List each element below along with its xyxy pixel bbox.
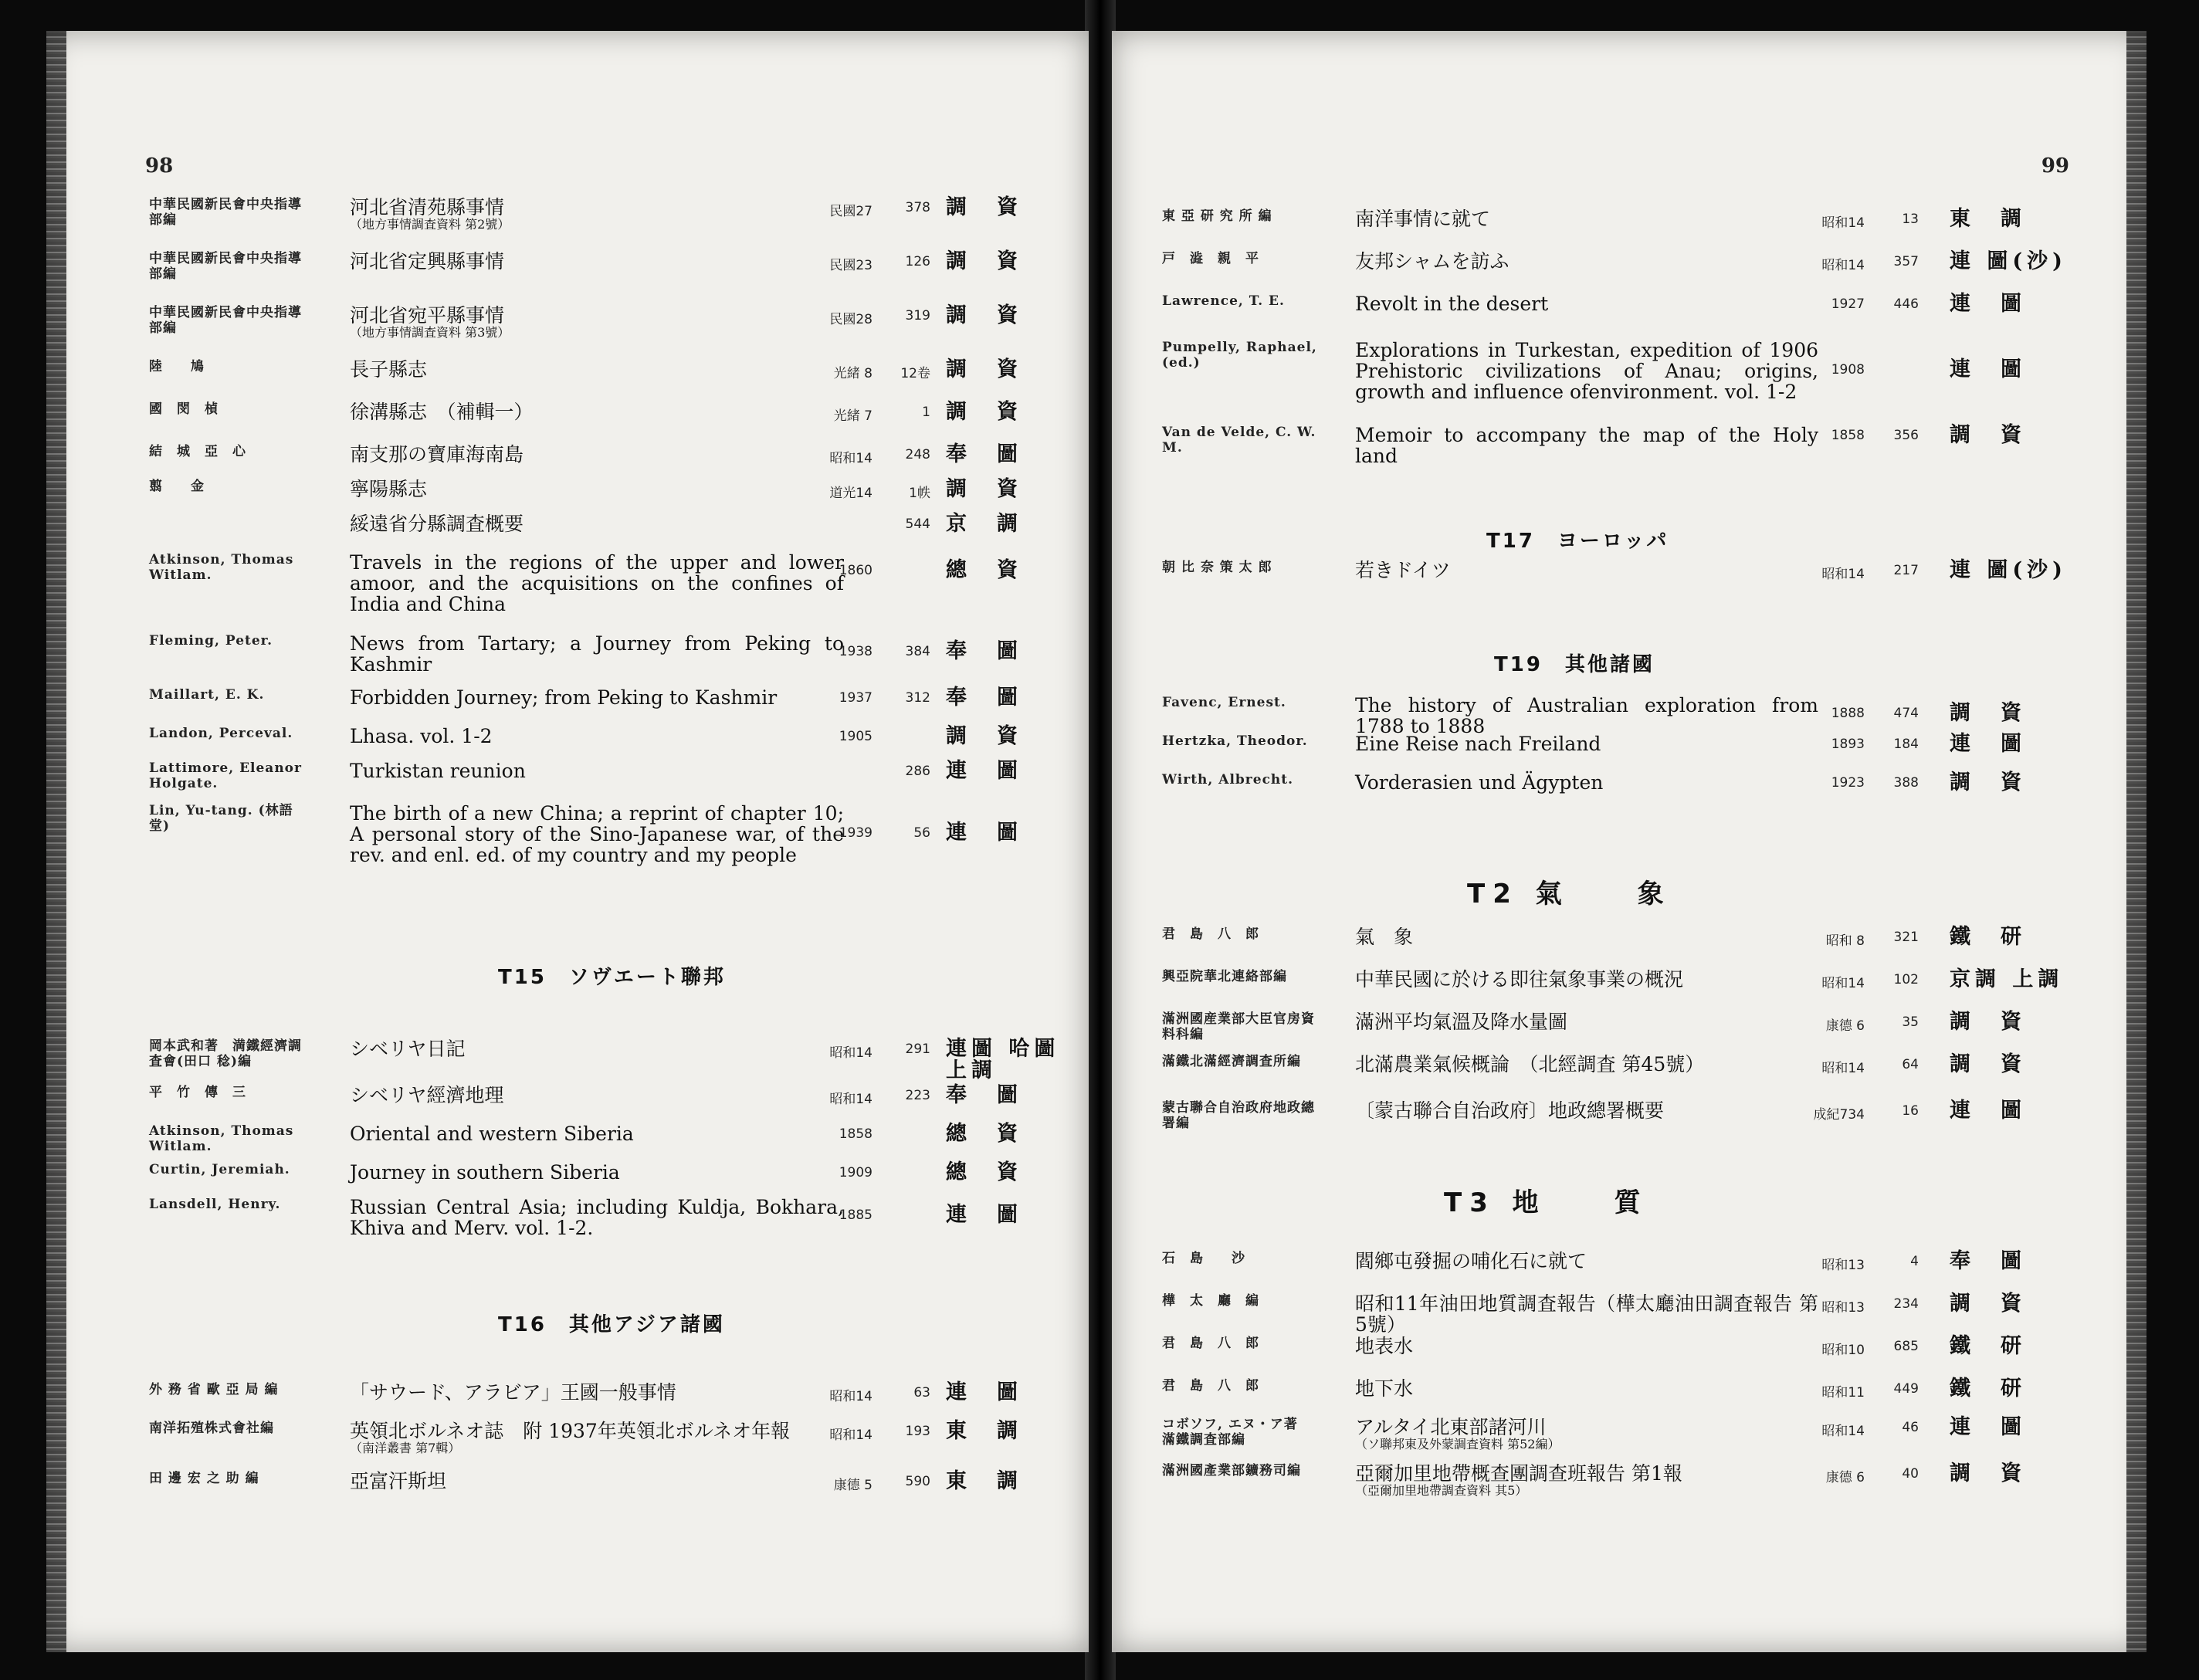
entry-title-text: 長子縣志 (350, 358, 428, 381)
entry-pages: 319 (905, 308, 930, 323)
entry-pages: 56 (913, 825, 930, 841)
entry-pages: 474 (1893, 706, 1919, 721)
entry-year: 昭和14 (829, 1389, 872, 1404)
entry-title-text: アルタイ北東部諸河川 (1355, 1416, 1547, 1438)
entry-title (1355, 1251, 1818, 1272)
entry-title (1355, 1293, 1818, 1335)
book-gutter (1085, 0, 1116, 1680)
entry-author: Wirth, Albrecht. (1162, 772, 1294, 788)
entry-location: 連 圖 (1950, 357, 2026, 381)
entry-location: 鐵 研 (1950, 1334, 2026, 1358)
entry-title-text: The history of Australian exploration from 1788 to 1888 (1355, 694, 1818, 737)
entry-pages: 321 (1893, 930, 1919, 945)
entry-title (350, 251, 844, 272)
entry-title-text: 地表水 (1355, 1335, 1414, 1357)
entry-pages: 12卷 (900, 366, 930, 381)
entry-title-text: Russian Central Asia; including Kuldja, Bokhara, Khiva and Merv. vol. 1-2. (350, 1196, 844, 1239)
entry-location: 調 資 (1950, 423, 2026, 447)
entry-author: 中華民國新民會中央指導部編 (149, 251, 302, 282)
entry-pages: 357 (1893, 254, 1919, 269)
entry-title-text: 亞爾加里地帶概查團調查班報告 第1報 (1355, 1462, 1682, 1485)
entry-year: 1923 (1831, 775, 1865, 791)
entry-author: 國 閔 楨 (149, 401, 219, 417)
entry-author: 岡本武和著 満鐵經濟調査會(田口 稔)編 (149, 1038, 302, 1069)
entry-title-text: 閻鄉屯發掘の哺化石に就て (1355, 1250, 1587, 1272)
entry-title-text: 滿洲平均氣溫及降水量圖 (1355, 1011, 1568, 1033)
entry-location: 連 圖 (946, 821, 1022, 845)
entry-location: 調 資 (946, 400, 1022, 424)
entry-pages: 286 (905, 764, 930, 779)
entry-pages: 193 (905, 1424, 930, 1439)
entry-year: 昭和14 (1821, 215, 1865, 231)
entry-year: 1927 (1831, 296, 1865, 312)
entry-title (350, 1123, 844, 1144)
entry-location: 京 調 (946, 512, 1022, 536)
entry-title (350, 305, 844, 340)
entry-location: 東 調 (946, 1419, 1022, 1443)
entry-title (350, 726, 844, 747)
entry-title-text: 中華民國に於ける即往氣象事業の概況 (1355, 968, 1684, 991)
entry-subtitle: （地方事情調査資料 第2號） (350, 217, 510, 232)
right-page (1112, 31, 2146, 1652)
entry-title-text: Eine Reise nach Freiland (1355, 733, 1601, 755)
entry-title (1355, 733, 1818, 754)
entry-pages: 388 (1893, 775, 1919, 791)
entry-author: 君 島 八 郎 (1162, 926, 1259, 942)
entry-title (1355, 1378, 1818, 1399)
entry-pages: 544 (905, 517, 930, 532)
entry-title (350, 1421, 844, 1455)
entry-subtitle: （亞爾加里地帶調查資料 其5） (1355, 1483, 1528, 1498)
entry-location: 調 資 (1950, 1052, 2026, 1076)
entry-pages: 685 (1893, 1339, 1919, 1354)
entry-location: 調 資 (1950, 1010, 2026, 1034)
entry-location: 奉 圖 (946, 686, 1022, 710)
entry-year: 昭和14 (829, 1045, 872, 1061)
entry-location: 調 資 (1950, 1462, 2026, 1485)
entry-pages: 16 (1902, 1103, 1919, 1119)
entry-location: 總 資 (946, 1122, 1022, 1146)
section-heading: T2 氣 象 (1467, 879, 1672, 909)
section-heading: T17 ヨーロッパ (1486, 530, 1669, 553)
entry-title-text: Revolt in the desert (1355, 293, 1549, 315)
entry-title (350, 197, 844, 232)
entry-author: 戸 澁 親 平 (1162, 251, 1259, 266)
entry-year: 昭和14 (1821, 1424, 1865, 1439)
entry-title (1355, 1100, 1818, 1121)
entry-title (1355, 293, 1818, 314)
entry-year: 1888 (1831, 706, 1865, 721)
entry-year: 康德 5 (833, 1478, 872, 1493)
entry-location: 調 資 (946, 357, 1022, 381)
entry-location: 連 圖 (1950, 1099, 2026, 1123)
entry-title-text: シベリヤ經濟地理 (350, 1084, 504, 1106)
entry-title (350, 444, 844, 465)
entry-title (350, 359, 844, 380)
entry-title (1355, 1417, 1818, 1451)
entry-title (1355, 1054, 1818, 1075)
entry-pages: 234 (1893, 1296, 1919, 1312)
entry-title (1355, 251, 1818, 272)
entry-year: 1860 (839, 563, 872, 578)
entry-location: 調 資 (946, 303, 1022, 327)
entry-location: 連 圖 (1950, 1415, 2026, 1439)
entry-pages: 4 (1910, 1254, 1919, 1269)
entry-location: 奉 圖 (1950, 1249, 2026, 1273)
entry-title-text: 地下水 (1355, 1377, 1414, 1400)
entry-title-text: 亞富汗斯坦 (350, 1470, 447, 1492)
entry-author: Pumpelly, Raphael, (ed.) (1162, 340, 1317, 371)
entry-title-text: Memoir to accompany the map of the Holy land (1355, 424, 1818, 467)
entry-location: 東 調 (1950, 207, 2026, 231)
entry-subtitle: （地方事情調査資料 第3號） (350, 325, 510, 340)
entry-location: 連 圖(沙) (1950, 249, 2067, 273)
entry-author: 君 島 八 郎 (1162, 1378, 1259, 1394)
entry-location: 連 圖 (1950, 732, 2026, 756)
entry-location: 京調 上調 (1950, 967, 2064, 991)
entry-location: 總 資 (946, 1160, 1022, 1184)
entry-title-text: Forbidden Journey; from Peking to Kashmir (350, 686, 778, 709)
page-number: 99 (2041, 154, 2069, 178)
entry-title-text: 綏遠省分縣調査概要 (350, 513, 524, 535)
entry-pages: 356 (1893, 428, 1919, 443)
entry-location: 連 圖 (946, 1380, 1022, 1404)
entry-location: 連圖 哈圖 上調 (946, 1037, 1060, 1082)
entry-author: 中華民國新民會中央指導部編 (149, 197, 302, 228)
entry-pages: 13 (1902, 212, 1919, 227)
entry-year: 昭和13 (1821, 1258, 1865, 1273)
entry-year: 1858 (1831, 428, 1865, 443)
entry-title-text: 河北省清苑縣事情 (350, 196, 505, 218)
entry-pages: 590 (905, 1474, 930, 1489)
entry-title (1355, 1463, 1818, 1498)
entry-title (350, 633, 844, 675)
entry-title (1355, 1011, 1818, 1032)
entry-title-text: The birth of a new China; a reprint of chapter 10; A personal story of the Sino-Japanese war, of the rev. and enl. ed. of my country and my people (350, 802, 844, 866)
entry-title-text: 英領北ボルネオ誌 附 1937年英領北ボルネオ年報 (350, 1420, 791, 1442)
entry-year: 昭和14 (1821, 567, 1865, 582)
entry-title-text: Oriental and western Siberia (350, 1123, 634, 1145)
entry-author: 石 島 沙 (1162, 1251, 1245, 1266)
entry-year: 1885 (839, 1208, 872, 1223)
entry-year: 1908 (1831, 362, 1865, 378)
entry-title (1355, 560, 1818, 581)
entry-author: 結 城 亞 心 (149, 444, 246, 459)
entry-title-text: Travels in the regions of the upper and lower amoor, and the acquisitions on the confines of India and China (350, 551, 844, 615)
entry-year: 昭和 8 (1825, 933, 1865, 949)
entry-title-text: 「サウード、アラビア」王國一般事情 (350, 1381, 676, 1404)
entry-author: 滿鐵北滿經濟調査所編 (1162, 1054, 1301, 1069)
bibliography-list (46, 31, 1089, 1652)
entry-pages: 446 (1893, 296, 1919, 312)
entry-pages: 312 (905, 690, 930, 706)
entry-year: 昭和13 (1821, 1300, 1865, 1316)
entry-year: 昭和14 (1821, 258, 1865, 273)
entry-year: 1909 (839, 1165, 872, 1180)
entry-pages: 46 (1902, 1420, 1919, 1435)
entry-subtitle: （ソ聯邦東及外蒙調査資料 第52編） (1355, 1437, 1560, 1451)
entry-author: 蒙古聯合自治政府地政總署編 (1162, 1100, 1315, 1131)
entry-title-text: 北滿農業氣候概論 （北經調査 第45號） (1355, 1053, 1705, 1075)
entry-author: Maillart, E. K. (149, 687, 265, 703)
entry-title-text: 徐溝縣志 （補輯一） (350, 401, 534, 423)
entry-title (350, 479, 844, 500)
entry-author: Lawrence, T. E. (1162, 293, 1285, 309)
entry-title-text: 〔蒙古聯合自治政府〕地政總署概要 (1355, 1099, 1665, 1122)
entry-author: 君 島 八 郎 (1162, 1336, 1259, 1351)
entry-location: 奉 圖 (946, 639, 1022, 663)
entry-author: 興亞院華北連絡部編 (1162, 969, 1287, 984)
entry-author: Atkinson, Thomas Witlam. (149, 1123, 294, 1154)
entry-year: 光緒 7 (833, 408, 872, 424)
entry-title-text: シベリヤ日記 (350, 1038, 466, 1060)
entry-author: Fleming, Peter. (149, 633, 273, 649)
entry-pages: 384 (905, 644, 930, 659)
entry-year: 昭和14 (1821, 1061, 1865, 1076)
entry-year: 1858 (839, 1126, 872, 1142)
entry-author: 滿洲國產業部鑛務司編 (1162, 1463, 1301, 1478)
entry-year: 1939 (839, 825, 872, 841)
entry-location: 總 資 (946, 558, 1022, 582)
entry-pages: 217 (1893, 563, 1919, 578)
entry-author: 平 竹 傳 三 (149, 1085, 246, 1100)
entry-title (350, 1382, 844, 1403)
entry-year: 民國23 (829, 258, 872, 273)
entry-location: 連 圖(沙) (1950, 558, 2067, 582)
bibliography-list (1112, 31, 2146, 1652)
entry-title (350, 760, 844, 781)
entry-author: 翦 金 (149, 479, 205, 494)
entry-title-text: 氣 象 (1355, 926, 1414, 948)
entry-author: 田 邊 宏 之 助 編 (149, 1471, 259, 1486)
entry-location: 調 資 (946, 477, 1022, 501)
entry-subtitle: （南洋叢書 第7輯） (350, 1441, 461, 1455)
entry-year: 1893 (1831, 737, 1865, 752)
entry-year: 民國27 (829, 204, 872, 219)
entry-author: Lansdell, Henry. (149, 1197, 281, 1212)
entry-author: Atkinson, Thomas Witlam. (149, 552, 294, 583)
left-page (46, 31, 1089, 1652)
entry-author: 南洋拓殖株式會社編 (149, 1421, 274, 1436)
entry-pages: 1帙 (909, 486, 930, 501)
page-number: 98 (145, 154, 174, 178)
entry-location: 連 圖 (1950, 292, 2026, 316)
entry-year: 成紀734 (1813, 1107, 1865, 1123)
entry-author: 東 亞 研 究 所 編 (1162, 208, 1272, 224)
entry-location: 連 圖 (946, 759, 1022, 783)
entry-pages: 223 (905, 1088, 930, 1103)
entry-author: Curtin, Jeremiah. (149, 1162, 290, 1177)
entry-title (350, 687, 844, 708)
entry-title (1355, 695, 1818, 737)
entry-title (350, 513, 844, 534)
entry-author: 朝 比 奈 策 太 郎 (1162, 560, 1272, 575)
entry-author: Lattimore, Eleanor Holgate. (149, 760, 302, 791)
entry-year: 康德 6 (1825, 1018, 1865, 1034)
entry-year: 昭和14 (829, 451, 872, 466)
entry-title (350, 1038, 844, 1059)
entry-author: Lin, Yu-tang. (林語堂) (149, 803, 293, 834)
entry-pages: 64 (1902, 1057, 1919, 1072)
entry-author: 滿洲國産業部大臣官房資料科編 (1162, 1011, 1315, 1042)
entry-title-text: 寧陽縣志 (350, 478, 428, 500)
entry-location: 東 調 (946, 1469, 1022, 1493)
entry-location: 鐵 研 (1950, 1377, 2026, 1401)
entry-title (350, 1162, 844, 1183)
entry-title (1355, 926, 1818, 947)
entry-pages: 449 (1893, 1381, 1919, 1397)
entry-author: 樺 太 廳 編 (1162, 1293, 1259, 1309)
entry-year: 1938 (839, 644, 872, 659)
entry-pages: 248 (905, 447, 930, 462)
entry-year: 康德 6 (1825, 1470, 1865, 1485)
entry-author: Van de Velde, C. W. M. (1162, 425, 1316, 456)
entry-location: 奉 圖 (946, 1083, 1022, 1107)
entry-pages: 291 (905, 1042, 930, 1057)
entry-title (350, 803, 844, 865)
entry-pages: 126 (905, 254, 930, 269)
entry-title (350, 401, 844, 422)
entry-title (350, 1085, 844, 1106)
section-heading: T19 其他諸國 (1494, 653, 1655, 676)
entry-title (1355, 208, 1818, 229)
section-heading: T3 地 質 (1444, 1187, 1648, 1218)
entry-title-text: Journey in southern Siberia (350, 1161, 620, 1184)
entry-year: 昭和10 (1821, 1343, 1865, 1358)
entry-title-text: 河北省宛平縣事情 (350, 304, 505, 327)
entry-year: 昭和14 (1821, 976, 1865, 991)
entry-author: Hertzka, Theodor. (1162, 733, 1308, 749)
entry-title (1355, 425, 1818, 466)
entry-author: Landon, Perceval. (149, 726, 293, 741)
entry-author: Favenc, Ernest. (1162, 695, 1286, 710)
entry-title-text: 若きドイツ (1355, 559, 1451, 581)
entry-title-text: Turkistan reunion (350, 760, 526, 782)
entry-location: 連 圖 (946, 1203, 1022, 1227)
entry-year: 1905 (839, 729, 872, 744)
entry-pages: 1 (922, 405, 930, 420)
entry-location: 奉 圖 (946, 442, 1022, 466)
entry-pages: 102 (1893, 972, 1919, 987)
entry-location: 調 資 (946, 724, 1022, 748)
entry-title-text: 友邦シャムを訪ふ (1355, 250, 1509, 273)
entry-year: 昭和14 (829, 1092, 872, 1107)
entry-title (350, 1471, 844, 1492)
entry-title (1355, 340, 1818, 402)
entry-pages: 63 (913, 1385, 930, 1401)
entry-title (1355, 772, 1818, 793)
entry-title-text: News from Tartary; a Journey from Peking to Kashmir (350, 632, 844, 676)
entry-title-text: 南洋事情に就て (1355, 208, 1491, 230)
entry-author: コボソフ, エヌ・ア著 滿鐵調査部編 (1162, 1417, 1312, 1448)
entry-author: 陸 鳩 (149, 359, 205, 374)
entry-location: 調 資 (1950, 1292, 2026, 1316)
entry-year: 昭和14 (829, 1428, 872, 1443)
entry-year: 1937 (839, 690, 872, 706)
entry-title (1355, 1336, 1818, 1357)
entry-title (1355, 969, 1818, 990)
entry-year: 民國28 (829, 312, 872, 327)
entry-location: 調 資 (946, 195, 1022, 219)
entry-pages: 40 (1902, 1466, 1919, 1482)
entry-title-text: Explorations in Turkestan, expedition of 1906 Prehistoric civilizations of Anau; origins, growth and influence ofenvironment. vol. 1-2 (1355, 339, 1818, 403)
entry-location: 調 資 (946, 249, 1022, 273)
entry-pages: 184 (1893, 737, 1919, 752)
entry-year: 道光14 (829, 486, 872, 501)
entry-year: 光緒 8 (833, 366, 872, 381)
entry-pages: 35 (1902, 1014, 1919, 1030)
entry-author: 外 務 省 歐 亞 局 編 (149, 1382, 279, 1397)
entry-location: 調 資 (1950, 771, 2026, 794)
entry-title (350, 1197, 844, 1238)
entry-pages: 378 (905, 200, 930, 215)
section-heading: T15 ソヴエート聯邦 (498, 966, 726, 989)
entry-year: 昭和11 (1821, 1385, 1865, 1401)
entry-title-text: 南支那の寶庫海南島 (350, 443, 524, 466)
entry-title-text: 昭和11年油田地質調査報告（樺太廳油田調査報告 第5號） (1355, 1292, 1818, 1336)
entry-title-text: Lhasa. vol. 1-2 (350, 725, 493, 747)
entry-title-text: 河北省定興縣事情 (350, 250, 505, 273)
entry-location: 鐵 研 (1950, 925, 2026, 949)
entry-location: 調 資 (1950, 701, 2026, 725)
entry-title-text: Vorderasien und Ägypten (1355, 771, 1604, 794)
entry-title (350, 552, 844, 615)
section-heading: T16 其他アジア諸國 (498, 1313, 725, 1336)
entry-author: 中華民國新民會中央指導部編 (149, 305, 302, 336)
